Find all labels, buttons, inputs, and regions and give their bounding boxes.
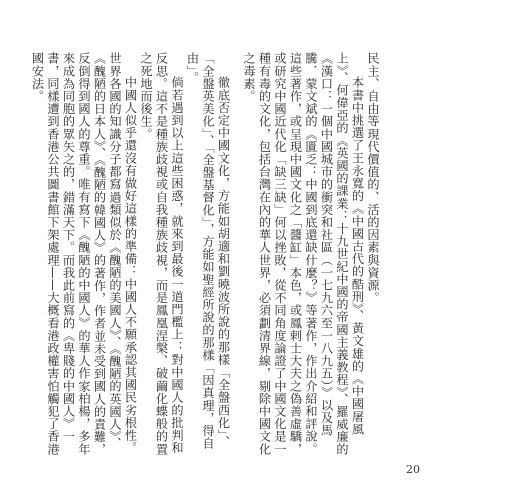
paragraph: 民主、自由等現代價值的、活的因素與資源。 <box>366 52 380 304</box>
body-text <box>29 52 380 457</box>
page-number: 20 <box>406 463 420 476</box>
paragraph: 倘若遇到以上這些困惑，就來到最後一道門檻上：對中國人的批判和反思。這不是種族歧視或自我種族歧視，而是鳳凰涅槃、破繭化蝶般的置之死地而後生。 <box>139 52 184 456</box>
paragraph: 徹底否定中國文化，方能如胡適和劉曉波所說的那樣「全盤西化」、「全盤英美化」、「全盤基督化」，方能如聖經所說的那樣「因真理，得自由」。 <box>185 52 231 450</box>
paragraph: 本書中挑選了王永寬的《中國古代的酷刑》、黃文雄的《中國屠風上》、何偉亞的《英國的課業：十九世紀中國的帝國主義教程》、羅威廉的《漢口：一個中國城市的衝突和社區（一七九六至一八九五）》以及馬騰．蒙文斌的《匱乏：中國到底還缺什麼？》等著作，作出介紹和評說。這些著作，或呈現中國文化之「醬缸」本色，或鳳剌士大夫之偽善虛驕，或研究中國近代化「缺三缺」何以挫敗，從不同角度論證了中國文化是一種有毒的文化，包括台灣在內的華人世界，必須劃清界線，剔除中國文化之毒素。 <box>242 52 365 456</box>
paragraph: 中國人似乎還沒有做好這樣的準備：中國人不願承認其國民劣根性。世界各國的知識分子都寫過類似於《醜陋的美國人》、《醜陋的英國人》、《醜陋的日本人》、《醜陋的韓國人》的著作，作者並未受到國人的責難，反倒得到國人的尊重。唯有寫下《醜陋的中國人》的華人作家柏楊，多年來成為同胞的眾矢之的，錯滿天下。而我此前寫的《卑賤的中國人》一書，同樣遭到香港公共圖書館下架處理——大概看港政權害怕觸犯了香港國安法。 <box>30 52 138 456</box>
